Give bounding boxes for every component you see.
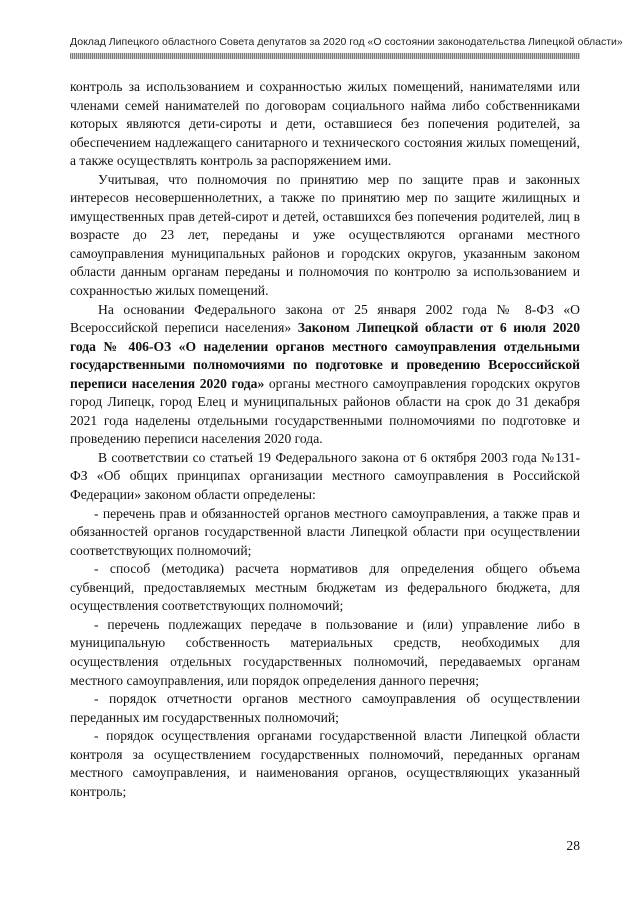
list-item: - способ (методика) расчета нормативов для определения общего объема субвенций, предоставляемых местным бюджетам из федерального бюджета, для осуществления соответствующих полномочий; — [70, 561, 580, 614]
list-item: - перечень подлежащих передаче в пользование и (или) управление либо в муниципальную собственность материальных средств, необходимых для осуществления отдельных государственных полномочий, передаваемых органам местного самоуправления, или порядок определения данного перечня; — [70, 616, 580, 688]
paragraph-2: Учитывая, что полномочия по принятию мер по защите прав и законных интересов несовершеннолетних, а также по принятию мер по защите жилищных и имущественных прав детей-сирот и детей, оставшихся без попечения родителей, лиц в возрасте до 23 лет, переданы и уже осуществляются органами местного самоуправления муниципальных районов и городских округов, указанным законом области данным органам переданы и полномочия по контролю за использованием и сохранностью жилых помещений. — [70, 171, 580, 299]
page-number: 28 — [566, 838, 580, 853]
paragraph-3-rest: органы местного самоуправления городских округов город Липецк, город Елец и муниципальных районов области на срок до 31 декабря 2021 года наделены отдельными государственными полномочиями по подготовке и проведению переписи населения 2020 года. — [70, 375, 580, 447]
running-header: Доклад Липецкого областного Совета депутатов за 2020 год «О состоянии законодательства Липецкой области» — [70, 36, 623, 48]
law-title-bold: Законом Липецкой области от 6 июля 2020 года № 406-ОЗ «О наделении органов местного самоуправления отдельными государственными полномочиями по подготовке и проведению Всероссийской переписи населения 2020 года» — [70, 320, 580, 391]
list-item: - перечень прав и обязанностей органов местного самоуправления, а также прав и обязанностей органов государственной власти Липецкой области при осуществлении соответствующих полномочий; — [70, 505, 580, 558]
list-item: - порядок осуществления органами государственной власти Липецкой области контроля за осуществлением государственных полномочий, переданных органам местного самоуправления, и наименования органов, осуществляющих указанный контроль; — [70, 728, 580, 799]
paragraph-4: В соответствии со статьей 19 Федерального закона от 6 октября 2003 года №131-ФЗ «Об общих принципах организации местного самоуправления в Российской Федерации» законом области определены: — [70, 449, 580, 503]
list-item: - порядок отчетности органов местного самоуправления об осуществлении переданных им государственных полномочий; — [70, 691, 580, 725]
paragraph-3 — [70, 301, 580, 449]
paragraph-3-intro: На основании Федерального закона от 25 января 2002 года № 8-ФЗ «О Всероссийской переписи населения» — [70, 301, 580, 336]
page-body — [70, 78, 580, 801]
header-rule — [70, 53, 580, 59]
paragraph-1: контроль за использованием и сохранностью жилых помещений, нанимателями или членами семей нанимателей по договорам социального найма либо собственниками которых являются дети-сироты и дети, оставшиеся без попечения родителей, за обеспечением надлежащего санитарного и технического состояния жилых помещений, а также осуществлять контроль за распоряжением ими. — [70, 79, 580, 169]
